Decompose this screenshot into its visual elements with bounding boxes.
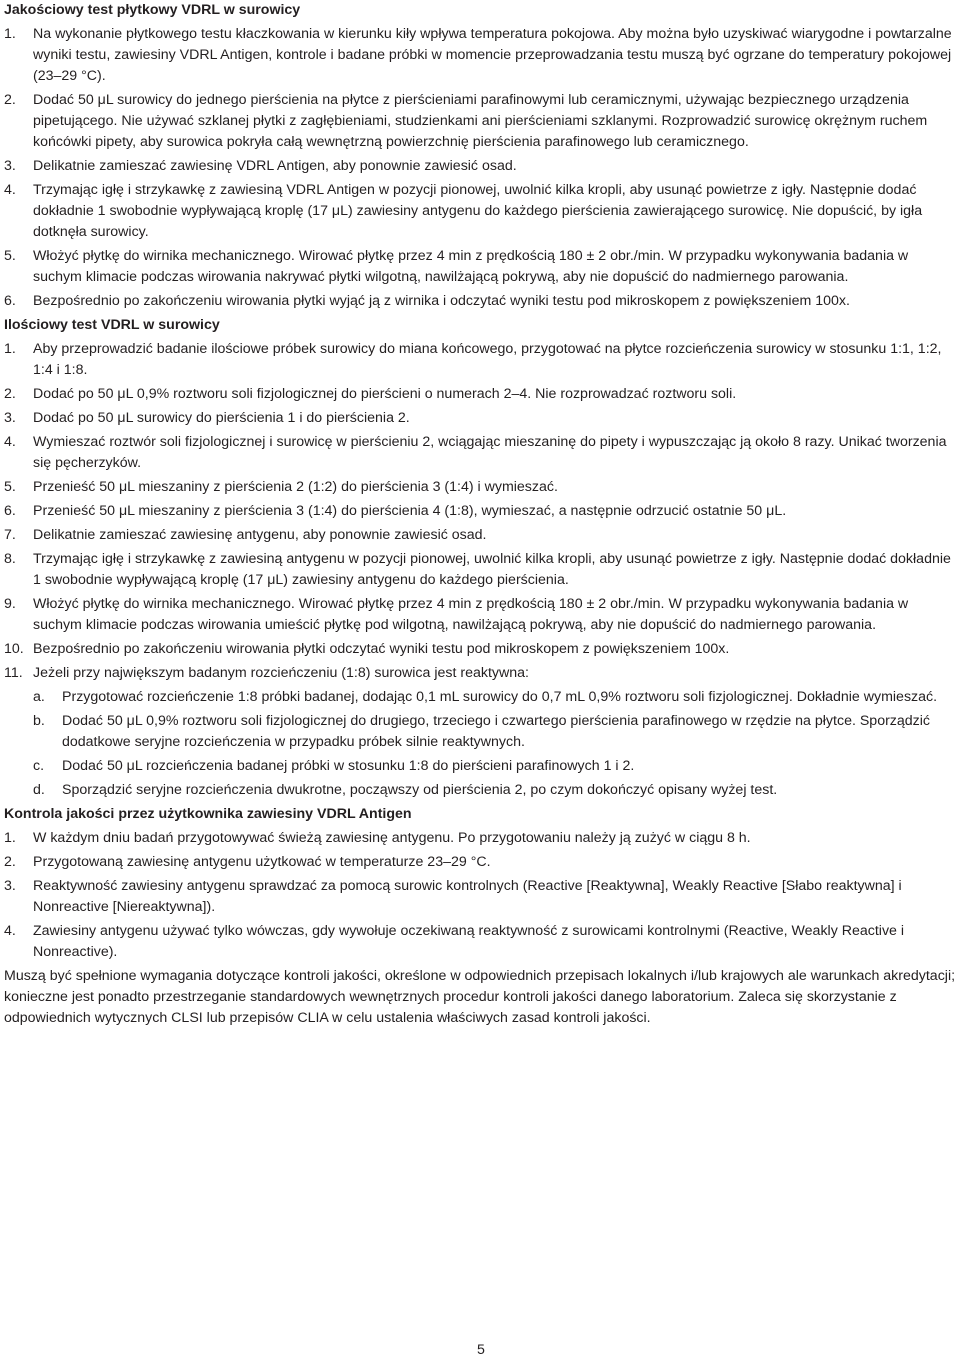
item-number: 8.	[4, 551, 16, 567]
item-text: Przenieść 50 μL mieszaniny z pierścienia 3 (1:4) do pierścienia 4 (1:8), wymieszać, a następnie odrzucić ostatnie 50 μL.	[33, 503, 787, 519]
list-item	[4, 594, 958, 636]
list-item	[4, 246, 958, 288]
item-text: W każdym dniu badań przygotowywać świeżą zawiesinę antygenu. Po przygotowaniu należy ją zużyć w ciągu 8 h.	[33, 830, 751, 846]
sub-list-item	[33, 780, 958, 801]
item-text: Jeżeli przy największym badanym rozcieńczeniu (1:8) surowica jest reaktywna:	[33, 665, 529, 681]
item-text: Włożyć płytkę do wirnika mechanicznego. Wirować płytkę przez 4 min z prędkością 180 ± 2 obr./min. W przypadku wykonywania badania w suchym klimacie podczas wirowania umieścić płytkę pod wilgotną, nawilżającą pokrywą, aby nie dopuścić do nadmiernego parowania.	[33, 596, 909, 633]
list-item	[4, 828, 958, 849]
item-number: 3.	[4, 878, 16, 894]
item-number: 3.	[4, 158, 16, 174]
item-text: Bezpośrednio po zakończeniu wirowania płytki odczytać wyniki testu pod mikroskopem z powiększeniem 100x.	[33, 641, 730, 657]
item-number: 6.	[4, 293, 16, 309]
item-text: Dodać po 50 μL 0,9% roztworu soli fizjologicznej do pierścieni o numerach 2–4. Nie rozprowadzać roztworu soli.	[33, 386, 737, 402]
sub-steps-list	[33, 687, 958, 801]
list-item	[4, 291, 958, 312]
item-number: 2.	[4, 386, 16, 402]
qualitative-steps-list	[4, 24, 958, 312]
section-heading-qualitative: Jakościowy test płytkowy VDRL w surowicy	[4, 2, 301, 18]
item-text: Na wykonanie płytkowego testu kłaczkowania w kierunku kiły wpływa temperatura pokojowa. Aby można było uzyskiwać wiarygodne i powtarzalne wyniki testu, zawiesiny VDRL Antigen, kontrole i badane próbki w momencie przeprowadzania testu muszą być ogrzane do temperatury pokojowej (23–29 °C).	[33, 26, 952, 84]
sub-list-item	[33, 756, 958, 777]
item-number: 2.	[4, 92, 16, 108]
quantitative-steps-list	[4, 339, 958, 801]
sub-item-text: Dodać 50 μL rozcieńczenia badanej próbki w stosunku 1:8 do pierścieni parafinowych 1 i 2.	[62, 758, 635, 774]
item-text: Przygotowaną zawiesinę antygenu użytkować w temperaturze 23–29 °C.	[33, 854, 491, 870]
item-number: 1.	[4, 26, 16, 42]
item-text: Wymieszać roztwór soli fizjologicznej i surowicę w pierścieniu 2, wciągając mieszaninę do pipety i wypuszczając ją około 8 razy. Unikać tworzenia się pęcherzyków.	[33, 434, 947, 471]
list-item	[4, 24, 958, 87]
sub-item-letter: d.	[33, 782, 45, 798]
item-text: Aby przeprowadzić badanie ilościowe próbek surowicy do miana końcowego, przygotować na płytce rozcieńczenia surowicy w stosunku 1:1, 1:2, 1:4 i 1:8.	[33, 341, 942, 378]
list-item	[4, 663, 958, 801]
item-text: Delikatnie zamieszać zawiesinę VDRL Antigen, aby ponownie zawiesić osad.	[33, 158, 517, 174]
item-number: 11.	[4, 665, 23, 681]
item-number: 4.	[4, 182, 16, 198]
list-item	[4, 180, 958, 243]
item-number: 4.	[4, 923, 16, 939]
sub-list-item	[33, 687, 958, 708]
page-number: 5	[477, 1342, 485, 1358]
item-number: 7.	[4, 527, 16, 543]
item-text: Dodać 50 μL surowicy do jednego pierścienia na płytce z pierścieniami parafinowymi lub ceramicznymi, używając bezpiecznego urządzenia pipetującego. Nie używać szklanej płytki z zagłębieniami, studzienkami ani pierścieniami szklanymi. Rozprowadzić surowicę okrężnym ruchem końcówki pipety, aby surowica pokryła całą wewnętrzną powierzchnię pierścienia parafinowego lub ceramicznego.	[33, 92, 928, 150]
item-number: 1.	[4, 341, 16, 357]
item-text: Delikatnie zamieszać zawiesinę antygenu, aby ponownie zawiesić osad.	[33, 527, 487, 543]
item-number: 6.	[4, 503, 16, 519]
list-item	[4, 525, 958, 546]
item-text: Trzymając igłę i strzykawkę z zawiesiną antygenu w pozycji pionowej, uwolnić kilka kropli, aby usunąć powietrze z igły. Następnie dodać dokładnie 1 swobodnie wypływającą kroplę (17 μL) zawiesiny antygenu do każdego pierścienia.	[33, 551, 951, 588]
list-item	[4, 921, 958, 963]
sub-item-text: Dodać 50 μL 0,9% roztworu soli fizjologicznej do drugiego, trzeciego i czwartego pierścienia parafinowego w rzędzie na płytce. Sporządzić dodatkowe seryjne rozcieńczenia w przypadku próbek silnie reaktywnych.	[62, 713, 931, 750]
item-text: Bezpośrednio po zakończeniu wirowania płytki wyjąć ją z wirnika i odczytać wyniki testu pod mikroskopem z powiększeniem 100x.	[33, 293, 850, 309]
item-number: 10.	[4, 641, 24, 657]
list-item	[4, 339, 958, 381]
item-number: 9.	[4, 596, 16, 612]
item-text: Włożyć płytkę do wirnika mechanicznego. Wirować płytkę przez 4 min z prędkością 180 ± 2 obr./min. W przypadku wykonywania badania w suchym klimacie podczas wirowania nakrywać płytki wilgotną, nawilżającą pokrywą, aby nie dopuścić do nadmiernego parowania.	[33, 248, 909, 285]
list-item	[4, 477, 958, 498]
list-item	[4, 852, 958, 873]
sub-item-letter: a.	[33, 689, 45, 705]
item-number: 2.	[4, 854, 16, 870]
list-item	[4, 639, 958, 660]
item-number: 5.	[4, 479, 16, 495]
sub-item-text: Sporządzić seryjne rozcieńczenia dwukrotne, począwszy od pierścienia 2, po czym dokończyć opisany wyżej test.	[62, 782, 778, 798]
list-item	[4, 876, 958, 918]
closing-paragraph: Muszą być spełnione wymagania dotyczące kontroli jakości, określone w odpowiednich przepisach lokalnych i/lub krajowych ale warunkach akredytacji; konieczne jest ponadto przestrzeganie standardowych wewnętrznych procedur kontroli jakości danego laboratorium. Zaleca się skorzystanie z odpowiednich wytycznych CLSI lub przepisów CLIA w celu ustalenia właściwych zasad kontroli jakości.	[4, 968, 956, 1026]
item-text: Reaktywność zawiesiny antygenu sprawdzać za pomocą surowic kontrolnych (Reactive [Reaktywna], Weakly Reactive [Słabo reaktywna] i Nonreactive [Niereaktywna]).	[33, 878, 902, 915]
item-number: 5.	[4, 248, 16, 264]
list-item	[4, 549, 958, 591]
sub-item-letter: c.	[33, 758, 45, 774]
item-number: 3.	[4, 410, 16, 426]
section-heading-quality-control: Kontrola jakości przez użytkownika zawiesiny VDRL Antigen	[4, 806, 412, 822]
item-text: Trzymając igłę i strzykawkę z zawiesiną VDRL Antigen w pozycji pionowej, uwolnić kilka kropli, aby usunąć powietrze z igły. Następnie dodać dokładnie 1 swobodnie wypływającą kroplę (17 μL) zawiesiny antygenu do każdego pierścienia zawierającego surowicę. Nie dopuścić, by igła dotknęła surowicy.	[33, 182, 923, 240]
sub-item-text: Przygotować rozcieńczenie 1:8 próbki badanej, dodając 0,1 mL surowicy do 0,7 mL 0,9% roztworu soli fizjologicznej. Dokładnie wymieszać.	[62, 689, 938, 705]
document-body	[4, 0, 958, 1029]
list-item	[4, 384, 958, 405]
quality-control-steps-list	[4, 828, 958, 963]
item-number: 4.	[4, 434, 16, 450]
list-item	[4, 156, 958, 177]
list-item	[4, 501, 958, 522]
section-heading-quantitative: Ilościowy test VDRL w surowicy	[4, 317, 220, 333]
list-item	[4, 408, 958, 429]
item-text: Zawiesiny antygenu używać tylko wówczas, gdy wywołuje oczekiwaną reaktywność z surowicami kontrolnymi (Reactive, Weakly Reactive i Nonreactive).	[33, 923, 905, 960]
item-text: Dodać po 50 μL surowicy do pierścienia 1 i do pierścienia 2.	[33, 410, 410, 426]
item-number: 1.	[4, 830, 16, 846]
sub-list-item	[33, 711, 958, 753]
list-item	[4, 432, 958, 474]
list-item	[4, 90, 958, 153]
sub-item-letter: b.	[33, 713, 45, 729]
item-text: Przenieść 50 μL mieszaniny z pierścienia 2 (1:2) do pierścienia 3 (1:4) i wymieszać.	[33, 479, 558, 495]
